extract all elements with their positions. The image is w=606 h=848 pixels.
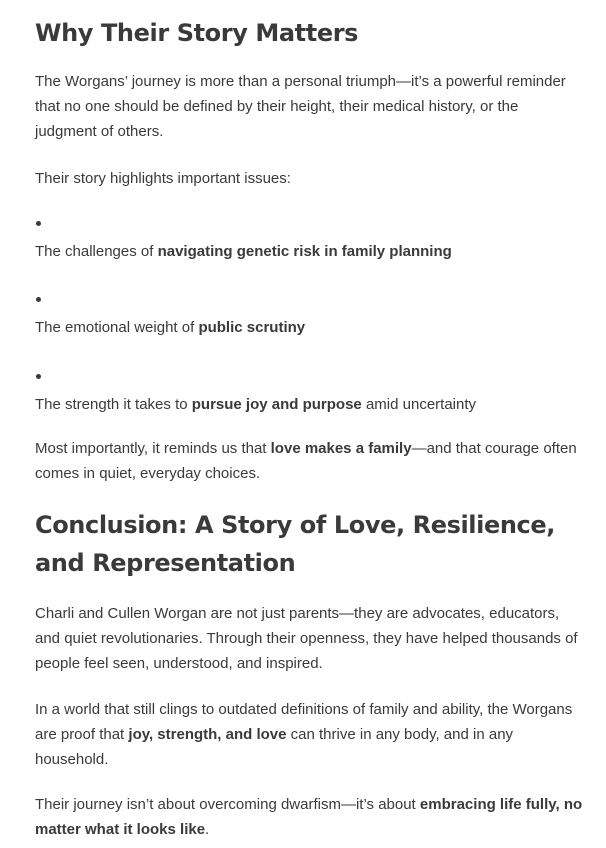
conclusion-paragraph-1: Charli and Cullen Worgan are not just parents—they are advocates, educators, and quiet revolutionaries. Through their openness, they have helped thousands of people feel seen, understood, and inspired.: [35, 605, 578, 672]
conclusion-paragraph-2: In a world that still clings to outdated definitions of family and ability, the Worgans are proof that joy, strength, and love can thrive in any body, and in any household.: [35, 701, 573, 768]
section-heading-why-story-matters: Why Their Story Matters: [35, 19, 359, 47]
conclusion-paragraph-3: Their journey isn’t about overcoming dwarfism—it’s about embracing life fully, no matter what it looks like.: [35, 796, 583, 838]
list-item-text: The emotional weight of public scrutiny: [35, 319, 306, 336]
bullet-icon: [36, 297, 41, 302]
list-item: [35, 374, 583, 417]
list-item: [35, 221, 583, 264]
section-heading-conclusion: Conclusion: A Story of Love, Resilience, and Representation: [35, 511, 555, 577]
bullet-icon: [36, 221, 41, 226]
closing-paragraph: Most importantly, it reminds us that love makes a family—and that courage often comes in quiet, everyday choices.: [35, 440, 577, 482]
bullet-icon: [36, 374, 41, 379]
intro-paragraph: The Worgans’ journey is more than a personal triumph—it’s a powerful reminder that no one should be defined by their height, their medical history, or the judgment of others.: [35, 73, 566, 140]
list-item-text: The strength it takes to pursue joy and purpose amid uncertainty: [35, 396, 477, 413]
list-item: [35, 297, 583, 340]
list-item-text: The challenges of navigating genetic risk in family planning: [35, 243, 452, 260]
issues-lead-paragraph: Their story highlights important issues:: [35, 170, 291, 187]
